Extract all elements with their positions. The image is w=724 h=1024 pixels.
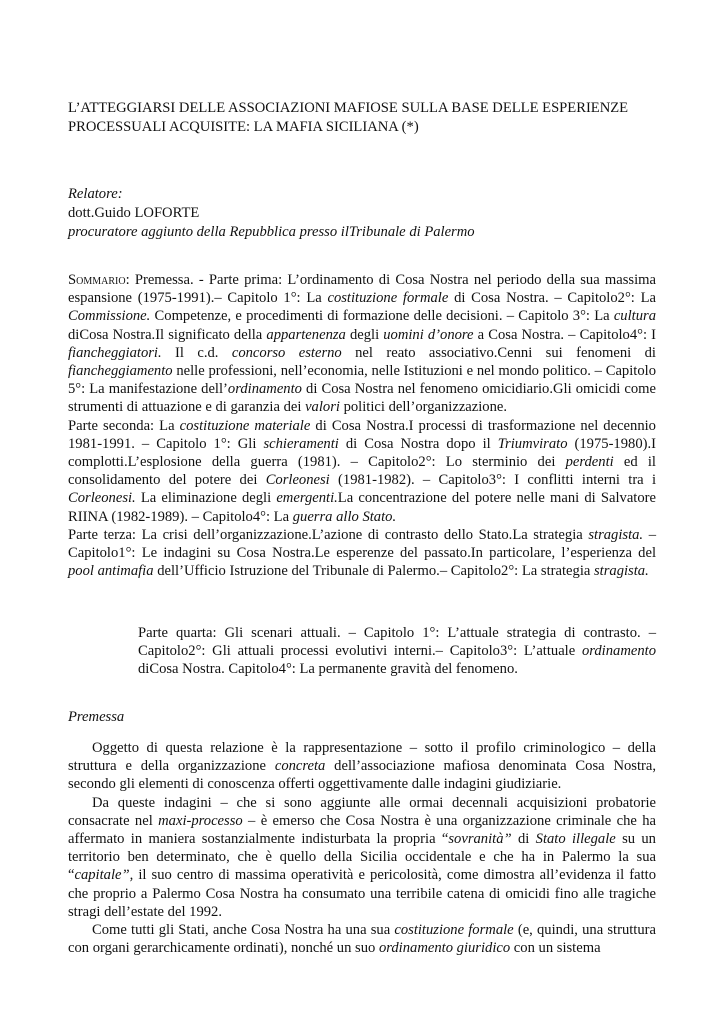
text-run: di Cosa Nostra.I processi di trasformazione nel decennio 1981-1991. – Capitolo 1°: Gli xyxy=(68,417,656,452)
text-run: Commissione. xyxy=(68,308,151,325)
summary-part-2 xyxy=(68,417,656,526)
text-run: a Cosa Nostra. – Capitolo4°: I xyxy=(473,326,656,343)
text-run: dell’associazione mafiosa denominata Cosa Nostra, secondo gli elementi di conoscenza offerti oggettivamente dalle indagini giudiziarie. xyxy=(68,758,656,793)
premessa-paragraph-1 xyxy=(68,739,656,794)
text-run: concorso esterno xyxy=(231,344,342,361)
text-run: La concentrazione del potere nelle mani di Salvatore RIINA (1982-1989). – Capitolo4°: La xyxy=(68,490,656,525)
text-run: schieramenti xyxy=(263,435,339,452)
text-run: (1981-1982). – Capitolo3°: I conflitti interni tra i xyxy=(329,472,656,489)
text-run: costituzione formale xyxy=(394,922,514,939)
text-run: diCosa Nostra.Il significato della xyxy=(68,326,267,343)
text-run: guerra allo Stato. xyxy=(292,508,397,525)
title-line-1: L’ATTEGGIARSI DELLE ASSOCIAZIONI MAFIOSE SULLA BASE DELLE ESPERIENZE xyxy=(68,100,629,116)
text-run: Sommario xyxy=(68,272,126,288)
text-run: uomini d’onore xyxy=(383,326,474,343)
text-run: Stato illegale xyxy=(535,831,616,848)
text-run: Corleonesi xyxy=(265,472,330,489)
summary-part-1 xyxy=(68,271,656,417)
summary-part-4-block xyxy=(124,624,656,679)
text-run: La eliminazione degli xyxy=(135,490,277,507)
text-run: ordinamento xyxy=(227,381,302,398)
premessa-heading: Premessa xyxy=(68,709,125,725)
summary-section xyxy=(68,271,656,580)
text-run: il suo centro di massima operatività e pericolosità, come dimostra all’evidenza il fatto che proprio a Palermo Cosa Nostra ha consumato una terribile catena di omicidi fino alle tragiche stragi dell’estate del 1992. xyxy=(68,867,656,920)
text-run: nel reato associativo.Cenni sui fenomeni di xyxy=(341,344,656,361)
text-run: : Premessa. - Parte prima: L’ordinamento di Cosa Nostra nel periodo della sua massima espansione (1975-1991).– Capitolo 1°: La xyxy=(68,272,656,307)
document-title xyxy=(68,99,656,137)
text-run: Come tutti gli Stati, anche Cosa Nostra ha una sua xyxy=(92,922,395,939)
text-run: di Cosa Nostra. – Capitolo2°: La xyxy=(448,290,656,307)
premessa-body xyxy=(68,739,656,957)
text-run: Oggetto di questa relazione è la rappresentazione – sotto il profilo criminologico – della struttura e della organizzazione xyxy=(68,740,656,775)
summary-part-4 xyxy=(124,624,656,679)
text-run: costituzione materiale xyxy=(179,417,311,434)
title-line-2: PROCESSUALI ACQUISITE: LA MAFIA SICILIANA (*) xyxy=(68,119,419,135)
text-run: Triumvirato xyxy=(497,435,568,452)
text-run: politici dell’organizzazione. xyxy=(339,399,508,416)
text-run: cultura xyxy=(613,308,656,325)
text-run: stragista. xyxy=(594,563,649,580)
text-run: – Capitolo1°: Le indagini su Cosa Nostra.Le esperenze del passato.In particolare, l’esperienza del xyxy=(68,526,656,562)
text-run: fiancheggiamento xyxy=(68,363,173,380)
text-run: fiancheggiatori. xyxy=(68,344,162,361)
premessa-paragraph-2 xyxy=(68,794,656,921)
speaker-role: procuratore aggiunto della Repubblica presso ilTribunale di Palermo xyxy=(68,224,475,240)
text-run: ordinamento xyxy=(581,643,656,660)
text-run: Corleonesi. xyxy=(68,490,136,507)
text-run: appartenenza xyxy=(266,326,346,343)
text-run: Da queste indagini – che si sono aggiunte alle ormai decennali acquisizioni probatorie consacrate nel xyxy=(68,794,656,829)
text-run: di Cosa Nostra nel fenomeno omicidiario.Gli omicidi come strumenti di attuazione e di garanzia dei xyxy=(68,381,656,416)
text-run: su un territorio ben determinato, che è quello della Sicilia occidentale e che ha in Palermo la sua “ xyxy=(68,831,656,884)
speaker-block xyxy=(68,185,656,242)
text-run: perdenti xyxy=(565,454,614,471)
text-run: capitale”, xyxy=(74,867,134,884)
text-run: ed il consolidamento del potere dei xyxy=(68,454,656,489)
text-run: sovranità” xyxy=(448,831,512,848)
text-run: ordinamento giuridico xyxy=(378,940,511,957)
text-run: (1975-1980).I complotti.L’esplosione della guerra (1981). – Capitolo2°: Lo sterminio dei xyxy=(68,435,656,471)
text-run: emergenti. xyxy=(276,490,338,507)
text-run: dell’Ufficio Istruzione del Tribunale di Palermo.– Capitolo2°: La strategia xyxy=(153,563,594,580)
text-run: nelle professioni, nell’economia, nelle Istituzioni e nel mondo politico. – Capitolo 5°: La manifestazione dell’ xyxy=(68,363,656,398)
text-run: Parte seconda: La xyxy=(68,417,180,434)
text-run: maxi-processo xyxy=(158,812,243,829)
text-run: Competenze, e procedimenti di formazione delle decisioni. – Capitolo 3°: La xyxy=(150,308,614,325)
text-run: degli xyxy=(345,326,384,343)
text-run: Il c.d. xyxy=(161,344,232,361)
speaker-name: dott.Guido LOFORTE xyxy=(68,205,200,221)
text-run: diCosa Nostra. Capitolo4°: La permanente gravità del fenomeno. xyxy=(138,661,518,678)
text-run: di Cosa Nostra dopo il xyxy=(338,435,498,452)
text-run: Parte terza: La crisi dell’organizzazione.L’azione di contrasto dello Stato.La strategia xyxy=(68,526,589,543)
text-run: (e, quindi, una struttura con organi gerarchicamente ordinati), nonché un suo xyxy=(68,922,656,957)
premessa-paragraph-3 xyxy=(68,921,656,957)
text-run: concreta xyxy=(274,758,326,775)
text-run: di xyxy=(511,831,536,848)
text-run: stragista. xyxy=(588,526,644,543)
text-run: valori xyxy=(305,399,340,416)
text-run: Parte quarta: Gli scenari attuali. – Capitolo 1°: L’attuale strategia di contrasto. – Capitolo2°: Gli attuali processi evolutivi interni.– Capitolo3°: L’attuale xyxy=(138,625,656,660)
text-run: pool antimafia xyxy=(68,563,154,580)
text-run: con un sistema xyxy=(510,940,601,957)
summary-part-3 xyxy=(68,526,656,581)
speaker-label: Relatore: xyxy=(68,186,123,202)
text-run: – è emerso che Cosa Nostra è una organizzazione criminale che ha affermato in maniera sostanzialmente indisturbata la propria “ xyxy=(68,812,656,848)
text-run: costituzione formale xyxy=(327,290,449,307)
